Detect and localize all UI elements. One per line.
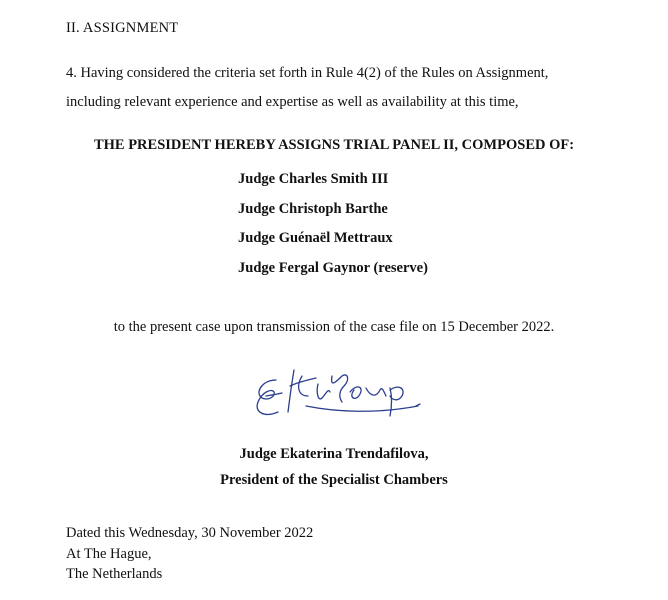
judge-item: Judge Fergal Gaynor (reserve)	[238, 259, 428, 276]
paragraph-4-line-1: 4. Having considered the criteria set forth in Rule 4(2) of the Rules on Assignment,	[66, 65, 549, 81]
paragraph-4-line-2: including relevant experience and expertise as well as availability at this time,	[66, 94, 519, 110]
handwritten-signature	[246, 362, 426, 432]
judge-item: Judge Christoph Barthe	[238, 200, 388, 217]
place-line-1: At The Hague,	[66, 546, 152, 562]
judge-item: Judge Guénaël Mettraux	[238, 230, 393, 246]
transmission-text: to the present case upon transmission of the case file on 15 December 2022.	[113, 319, 555, 335]
judge-item: Judge Charles Smith III	[238, 171, 389, 187]
signatory-name: Judge Ekaterina Trendafilova,	[239, 446, 429, 462]
date-line: Dated this Wednesday, 30 November 2022	[66, 525, 314, 541]
signatory-title: President of the Specialist Chambers	[220, 472, 448, 488]
assignment-statement: THE PRESIDENT HEREBY ASSIGNS TRIAL PANEL II, COMPOSED OF:	[93, 137, 575, 153]
judges-list	[238, 172, 428, 290]
section-heading: II. ASSIGNMENT	[66, 20, 179, 36]
place-line-2: The Netherlands	[66, 566, 163, 582]
